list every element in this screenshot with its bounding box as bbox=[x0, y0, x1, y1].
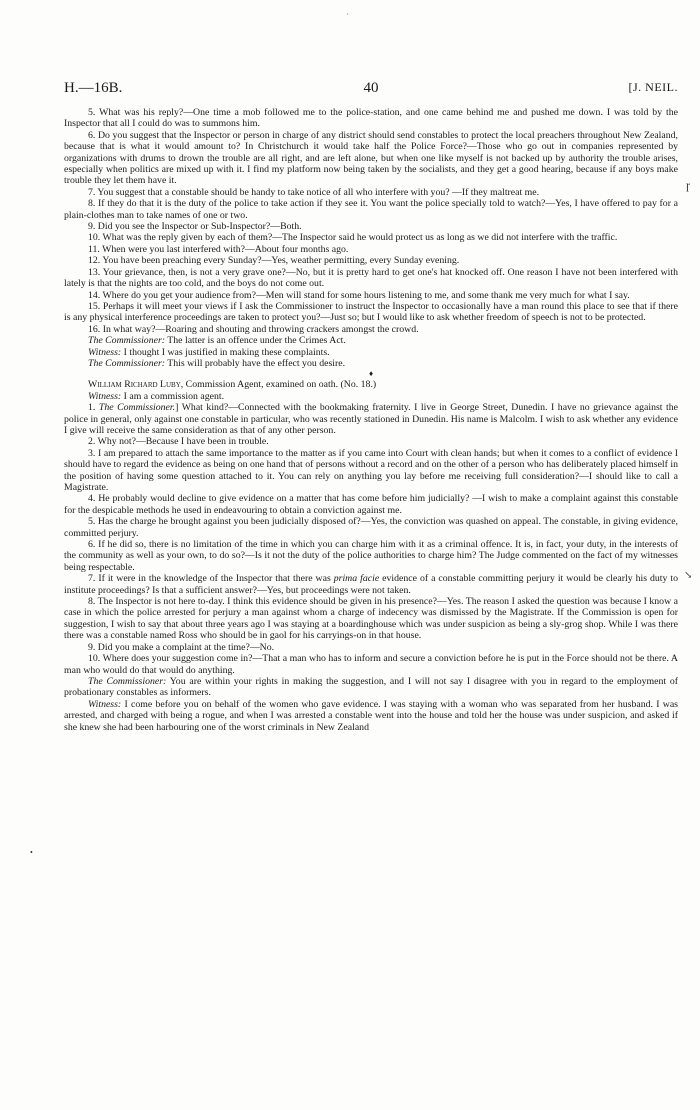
paragraph: 13. Your grievance, then, is not a very grave one?—No, but it is pretty hard to get one's hat knocked off. One reason I have not been interfered with lately is that the nights are too cold, and the boys do not come out. bbox=[64, 266, 678, 290]
paragraph: 6. If he did so, there is no limitation of the time in which you can charge him with it as a criminal offence. It is, in fact, your duty, in the interests of the community as well as your own, to do so?—Is it not the duty of the police authorities to charge him? The Judge commented on the fact of my witnesses being respectable. bbox=[64, 539, 678, 573]
section-divider-ornament: ♦ bbox=[368, 369, 374, 379]
paragraph: 6. Do you suggest that the Inspector or person in charge of any district should send constables to protect the local preachers throughout New Zealand, because that is what it would amount to? In Christchurch it would take half the Police Force?—Those who go out in companies represented by organizations with drums to drown the trouble are all right, and are left alone, but when one like myself is not backed up by authority the trouble arises, especially when politics are mixed up with it. I find my platform now being taken by the socialists, and they get a good hearing, because if any boys make trouble they let them have it. bbox=[64, 129, 678, 187]
paragraph bbox=[64, 358, 678, 369]
paragraph: 3. I am prepared to attach the same importance to the matter as if you came into Court with clean hands; but when it comes to a conflict of evidence I should have to regard the evidence as being on one hand that of persons without a record and on the other of a person who has deliberately placed himself in the position of having some question attached to it. You can rely on anything you lay before me receiving full consideration?—I should like to call a Magistrate. bbox=[64, 447, 678, 493]
speaker-label: Witness: bbox=[88, 346, 122, 358]
paragraph bbox=[64, 391, 678, 402]
margin-speck: • bbox=[30, 848, 33, 857]
speech-text: evidence of a constable committing perjury it would be clearly his duty to institute proceedings? Is that a sufficient answer?—Yes, but proceedings were not taken. bbox=[64, 573, 679, 596]
paragraph: 8. If they do that it is the duty of the police to take action if they see it. You want the police specially told to watch?—Yes, I have offered to pay for a plain-clothes man to take names of one or two. bbox=[64, 198, 678, 221]
speaker-label: Witness: bbox=[88, 390, 122, 402]
paragraph: 16. In what way?—Roaring and shouting and throwing crackers amongst the crowd. bbox=[88, 323, 419, 335]
paragraph: 2. Why not?—Because I have been in trouble. bbox=[88, 436, 269, 448]
speaker-label: Witness: bbox=[88, 698, 122, 710]
speech-text: I come before you on behalf of the women who gave evidence. I was staying with a woman who was separated from her husband. I was arrested, and charged with being a rogue, and when I was arrested a constable went into the house and told her the house was under suspicion, and asked if she knew she had been harbouring one of the worst criminals in New Zealand bbox=[64, 698, 678, 733]
speech-text: I thought I was justified in making these complaints. bbox=[121, 346, 330, 358]
paragraph: 10. What was the reply given by each of them?—The Inspector said he would protect us as long as we did not interfere with the traffic. bbox=[88, 232, 618, 244]
speech-text: 7. If it were in the knowledge of the Inspector that there was bbox=[88, 573, 334, 585]
paragraph bbox=[64, 676, 678, 699]
speaker-label: The Commissioner: bbox=[88, 335, 166, 347]
paragraph bbox=[64, 347, 678, 358]
page-header bbox=[64, 80, 678, 102]
paragraph: 5. Has the charge he brought against you been judicially disposed of?—Yes, the conviction was quashed on appeal. The constable, in giving evidence, committed perjury. bbox=[64, 516, 678, 539]
paragraph: 10. Where does your suggestion come in?—That a man who has to inform and secure a conviction before he is put in the Force should not be there. A man who would do that would do anything. bbox=[64, 653, 678, 676]
witness-heading-rest: , Commission Agent, examined on oath. (No. 18.) bbox=[180, 379, 377, 391]
page-number: 40 bbox=[363, 80, 379, 96]
speech-text: You are within your rights in making the suggestion, and I will not say I disagree with you in regard to the employment of probationary constables as informers. bbox=[64, 675, 678, 699]
paragraph: 12. You have been preaching every Sunday?—Yes, weather permitting, every Sunday evening. bbox=[88, 255, 460, 267]
witness-heading bbox=[64, 379, 678, 390]
document-body bbox=[64, 107, 678, 733]
paragraph: 5. What was his reply?—One time a mob followed me to the police-station, and one came behind me and pushed me down. I was told by the Inspector that all I could do was to summons him. bbox=[64, 107, 678, 130]
margin-pencil-mark: ɼ bbox=[686, 178, 690, 192]
paragraph bbox=[64, 335, 678, 346]
paragraph bbox=[64, 699, 678, 733]
latin-phrase: prima facie bbox=[333, 573, 380, 585]
paragraph: 8. The Inspector is not here to-day. I think this evidence should be given in his presence?—Yes. The reason I asked the question was because I know a case in which the police arrested for perjury a man against whom a charge of indecency was dismissed by the Magistrate. If the Commission is open for suggestion, I wish to say that about three years ago I was staying at a boardinghouse which was under suspicion as being a sly-grog shop. While I was there there was a constable named Ross who should be in gaol for his carryings-on in that house. bbox=[64, 596, 678, 642]
witness-name: William Richard Luby bbox=[88, 379, 181, 391]
paragraph: 14. Where do you get your audience from?—Men will stand for some hours listening to me, and some thank me very much for what I say. bbox=[88, 289, 630, 301]
paragraph bbox=[64, 402, 678, 436]
paragraph bbox=[64, 573, 678, 596]
speech-text: I am a commission agent. bbox=[121, 390, 225, 402]
paragraph: 11. When were you last interfered with?—About four months ago. bbox=[88, 243, 349, 255]
speaker-label: The Commissioner: bbox=[88, 675, 167, 687]
paragraph: 7. You suggest that a constable should be handy to take notice of all who interfere with you? —If they maltreat me. bbox=[88, 186, 540, 198]
speech-text: This will probably have the effect you desire. bbox=[165, 357, 346, 369]
speaker-label: The Commissioner: bbox=[88, 357, 166, 369]
paragraph: 9. Did you make a complaint at the time?—No. bbox=[88, 641, 275, 653]
witness-running-head: [J. NEIL. bbox=[628, 80, 678, 94]
speech-text: The latter is an offence under the Crimes Act. bbox=[165, 335, 346, 347]
top-speck: · bbox=[346, 10, 349, 19]
paragraph: 4. He probably would decline to give evidence on a matter that has come before him judicially? —I wish to make a complaint against this constable for the despicable methods he used in endeavouring to obtain a conviction against me. bbox=[64, 493, 678, 516]
speech-text: ] What kind?—Connected with the bookmaking fraternity. I live in George Street, Dunedin. I have no grievance against the police in general, only against one constable in particular, who was recently stationed in Dunedin. His name is Malcolm. I wish to ask whether any evidence I give will receive the same consideration as that of any other person. bbox=[64, 402, 678, 436]
speaker-label: The Commissioner. bbox=[98, 402, 176, 414]
paragraph: 15. Perhaps it will meet your views if I ask the Commissioner to instruct the Inspector to occasionally have a man round this place to see that if there is any physical interference proceedings are taken to protect you?—Just so; but I would like to ask whether freedom of speech is not to be protected. bbox=[64, 300, 678, 324]
margin-pencil-mark: ↘ bbox=[684, 570, 693, 581]
document-code: H.—16B. bbox=[64, 80, 123, 96]
question-number: 1. bbox=[88, 402, 99, 414]
paragraph: 9. Did you see the Inspector or Sub-Inspector?—Both. bbox=[88, 221, 302, 233]
